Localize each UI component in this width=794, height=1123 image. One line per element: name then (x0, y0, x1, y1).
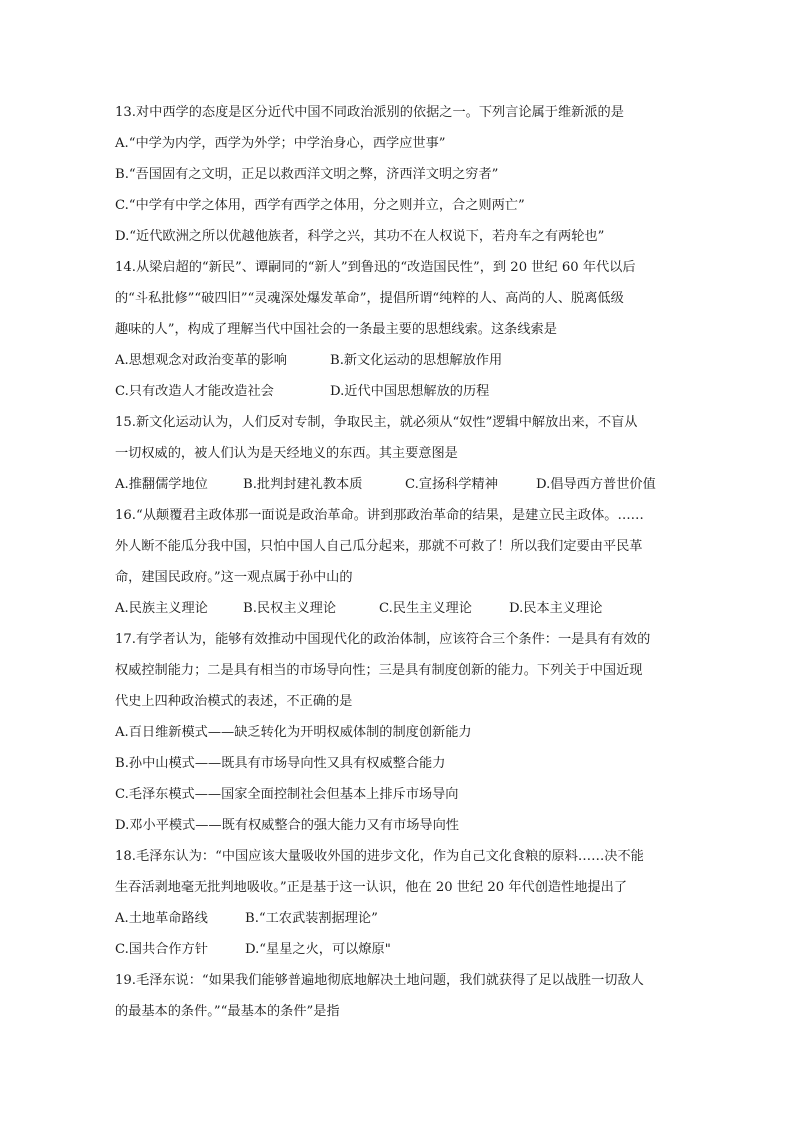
q17-stem-line-3: 代史上四种政治模式的表述，不正确的是 (115, 694, 353, 709)
q16-option-a: A.民族主义理论 (115, 601, 208, 616)
q13-option-c: C.“中学有中学之体用，西学有西学之体用，分之则并立，合之则两亡” (115, 198, 525, 213)
q16-option-c: C.民生主义理论 (379, 601, 472, 616)
q13-option-d: D.“近代欧洲之所以优越他族者，科学之兴，其功不在人权说下，若舟车之有两轮也” (115, 229, 605, 244)
q18-stem-line-1: 18.毛泽东认为：“中国应该大量吸收外国的进步文化，作为自己文化食粮的原料……决不能 (115, 849, 644, 864)
q14-option-c: C.只有改造人才能改造社会 (115, 384, 274, 399)
q14-stem-line-1: 14.从梁启超的“新民”、谭嗣同的“新人”到鲁迅的“改造国民性”，到 20 世纪 60 年代以后 (115, 260, 636, 275)
q17-stem-line-1: 17.有学者认为，能够有效推动中国现代化的政治体制，应该符合三个条件：一是具有有效的 (115, 632, 651, 647)
q14-stem-line-3: 趣味的人”，构成了理解当代中国社会的一条最主要的思想线索。这条线索是 (115, 322, 557, 337)
q15-stem-line-2: 一切权威的，被人们认为是天经地义的东西。其主要意图是 (115, 446, 458, 461)
q17-option-c: C.毛泽东模式——国家全面控制社会但基本上排斥市场导向 (115, 787, 459, 802)
q15-option-d: D.倡导西方普世价值 (536, 477, 656, 492)
q17-option-a: A.百日维新模式——缺乏转化为开明权威体制的制度创新能力 (115, 725, 472, 740)
q16-option-b: B.民权主义理论 (243, 601, 337, 616)
q16-stem-line-2: 外人断不能瓜分我中国，只怕中国人自己瓜分起来，那就不可救了！所以我们定要由平民革 (115, 539, 643, 554)
q13-option-a: A.“中学为内学，西学为外学；中学治身心，西学应世事” (115, 136, 446, 151)
q18-option-a: A.土地革命路线 (115, 911, 208, 926)
q15-option-c: C.宣扬科学精神 (405, 477, 498, 492)
q17-option-b: B.孙中山模式——既具有市场导向性又具有权威整合能力 (115, 756, 446, 771)
q18-stem-line-2: 生吞活剥地毫无批判地吸收。”正是基于这一认识，他在 20 世纪 20 年代创造性地提出了 (115, 880, 628, 895)
q14-option-b: B.新文化运动的思想解放作用 (330, 353, 503, 368)
q13-option-b: B.“吾国固有之文明，正足以救西洋文明之弊，济西洋文明之穷者” (115, 167, 499, 182)
q16-stem-line-1: 16.“从颠覆君主政体那一面说是政治革命。讲到那政治革命的结果，是建立民主政体。…… (115, 508, 644, 523)
q18-option-d: D.“星星之火，可以燎原" (245, 942, 391, 957)
q16-option-d: D.民本主义理论 (509, 601, 603, 616)
q14-option-a: A.思想观念对政治变革的影响 (115, 353, 287, 368)
q17-stem-line-2: 权威控制能力；二是具有相当的市场导向性；三是具有制度创新的能力。下列关于中国近现 (115, 663, 643, 678)
q13-stem: 13.对中西学的态度是区分近代中国不同政治派别的依据之一。下列言论属于维新派的是 (115, 105, 624, 120)
q15-option-a: A.推翻儒学地位 (115, 477, 208, 492)
q14-stem-line-2: 的“斗私批修”“破四旧”“灵魂深处爆发革命”，提倡所谓“纯粹的人、高尚的人、脱离低级 (115, 291, 624, 306)
q19-stem-line-1: 19.毛泽东说：“如果我们能够普遍地彻底地解决土地问题，我们就获得了足以战胜一切敌人 (115, 973, 644, 988)
q16-stem-line-3: 命，建国民政府。”这一观点属于孙中山的 (115, 570, 353, 585)
q18-option-c: C.国共合作方针 (115, 942, 208, 957)
q17-option-d: D.邓小平模式——既有权威整合的强大能力又有市场导向性 (115, 818, 459, 833)
q15-option-b: B.批判封建礼教本质 (243, 477, 363, 492)
q19-stem-line-2: 的最基本的条件。”“最基本的条件”是指 (115, 1004, 340, 1019)
q14-option-d: D.近代中国思想解放的历程 (330, 384, 490, 399)
q18-option-b: B.“工农武装割据理论” (245, 911, 378, 926)
q15-stem-line-1: 15.新文化运动认为，人们反对专制，争取民主，就必须从“奴性”逻辑中解放出来，不盲从 (115, 415, 638, 430)
